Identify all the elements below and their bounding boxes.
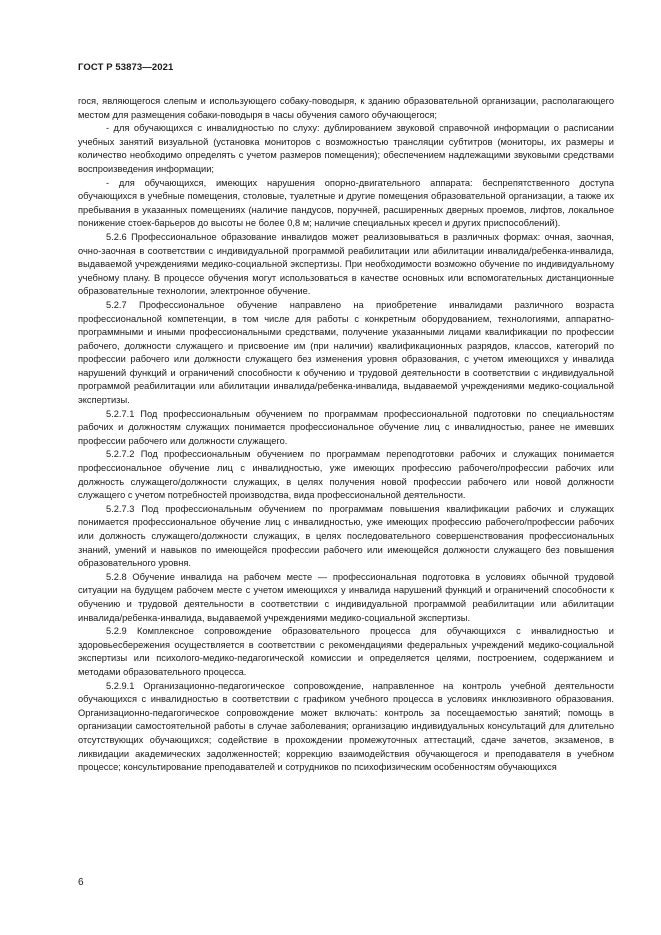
document-body xyxy=(78,95,614,775)
paragraph-10: 5.2.9.1 Организационно-педагогическое сопровождение, направленное на контроль учебной деятельности обучающихся с инвалидностью в соответствии с графиком учебного процесса в условиях инклюзивного образования. Организационно-педагогическое сопровождение может включать: контроль за посещаемостью занятий; помощь в организации самостоятельной работы в случае заболевания; организацию индивидуальных консультаций для длительно отсутствующих обучающихся; содействие в прохождении промежуточных аттестаций, сдаче зачетов, экзаменов, в ликвидации академических задолженностей; коррекцию взаимодействия обучающегося и преподавателя в учебном процессе; консультирование преподавателей и сотрудников по психофизическим особенностям обучающихся xyxy=(78,680,614,773)
paragraph-5: 5.2.7.1 Под профессиональным обучением по программам профессиональной подготовки по специальностям рабочих и должностям служащих понимается профессиональное обучение лиц с инвалидностью, ранее не имевших профессии рабочего или должности служащего. xyxy=(78,408,614,446)
paragraph-1: - для обучающихся с инвалидностью по слуху: дублированием звуковой справочной информации о расписании учебных занятий визуальной (установка мониторов с возможностью трансляции субтитров (мониторы, их размеры и количество необходимо определять с учетом размеров помещения); обеспечением надлежащими звуковыми средствами воспроизведения информации; xyxy=(78,123,614,174)
paragraph-2: - для обучающихся, имеющих нарушения опорно-двигательного аппарата: беспрепятственного доступа обучающихся в учебные помещения, столовые, туалетные и другие помещения образовательной организации, а также их пребывания в указанных помещениях (наличие пандусов, поручней, расширенных дверных проемов, лифтов, локальное понижение стоек-барьеров до высоты не более 0,8 м; наличие специальных кресел и других приспособлений). xyxy=(78,177,614,229)
paragraph-6: 5.2.7.2 Под профессиональным обучением по программам переподготовки рабочих и служащих понимается профессиональное обучение лиц с инвалидностью, уже имеющих профессию рабочего/профессии рабочих или должность служащего/должности служащих, в целях получения новой профессии рабочего или новой должности служащего с учетом потребностей производства, вида профессиональной деятельности. xyxy=(78,449,614,501)
document-header: ГОСТ Р 53873—2021 xyxy=(78,62,174,73)
paragraph-9: 5.2.9 Комплексное сопровождение образовательного процесса для обучающихся с инвалидностью и здоровьесбережения осуществляется в соответствии с рекомендациями федеральных учреждений медико-социальной экспертизы или психолого-медико-педагогической комиссии и определяется целями, построением, содержанием и методами образовательного процесса. xyxy=(78,626,614,677)
page-number: 6 xyxy=(78,877,84,888)
paragraph-7: 5.2.7.3 Под профессиональным обучением по программам повышения квалификации рабочих и служащих понимается профессиональное обучение лиц с инвалидностью, уже имеющих профессию рабочего/профессии рабочих или должность служащего/должности служащих, в целях последовательного совершенствования профессиональных знаний, умений и навыков по имеющейся профессии рабочего или имеющейся должности служащего без повышения образовательного уровня. xyxy=(78,503,614,569)
paragraph-0: гося, являющегося слепым и использующего собаку-поводыря, к зданию образовательной организации, располагающего местом для размещения собаки-поводыря в часы обучения самого обучающегося; xyxy=(78,96,614,120)
paragraph-3: 5.2.6 Профессиональное образование инвалидов может реализовываться в различных формах: очная, заочная, очно-заочная в соответствии с индивидуальной программой реабилитации или абилитации инвалида/ребенка-инвалида, выдаваемой учреждениями медико-социальной экспертизы. При необходимости возможно обучение по индивидуальному учебному плану. В процессе обучения могут использоваться в качестве основных или вспомогательных дистанционные образовательные технологии, электронное обучение. xyxy=(78,231,614,297)
paragraph-8: 5.2.8 Обучение инвалида на рабочем месте — профессиональная подготовка в условиях обычной трудовой ситуации на будущем рабочем месте с учетом имеющихся у инвалида нарушений функций и ограничений способности к обучению и трудовой деятельности в соответствии с индивидуальной программой реабилитации или абилитации инвалида/ребенка-инвалида, выдаваемой учреждениями медико-социальной экспертизы. xyxy=(78,571,614,623)
paragraph-4: 5.2.7 Профессиональное обучение направлено на приобретение инвалидами различного возраста профессиональной компетенции, в том числе для работы с конкретным оборудованием, технологиями, аппаратно-программными и иными профессиональными средствами, получение указанными лицами квалификации по профессии рабочего, должности служащего и присвоение им (при наличии) квалификационных разрядов, классов, категорий по профессии рабочего или должности служащего без изменения уровня образования, с учетом имеющихся у инвалида нарушений функций и ограничений способности к обучению и трудовой деятельности в соответствии с индивидуальной программой реабилитации или абилитации инвалида/ребенка-инвалида, выдаваемой учреждениями медико-социальной экспертизы. xyxy=(78,299,614,406)
